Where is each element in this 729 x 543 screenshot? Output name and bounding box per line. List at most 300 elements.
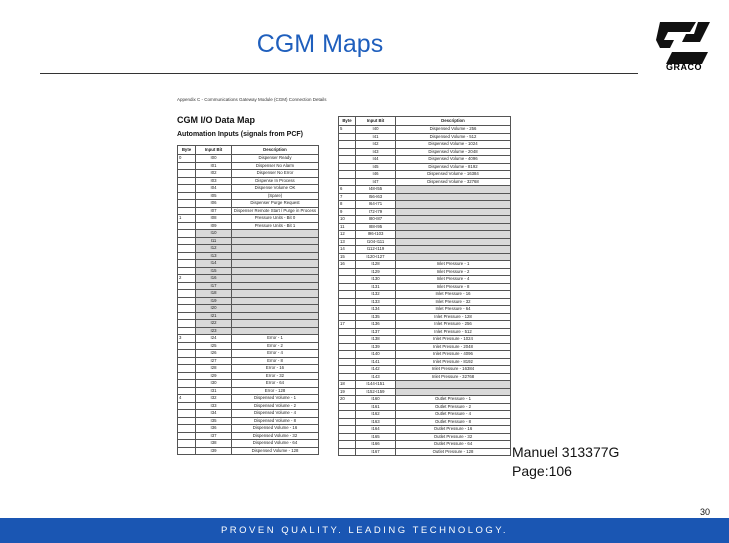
manual-reference [512, 443, 619, 481]
description-cell: Dispensed Volume - 8 [232, 417, 319, 425]
table-row [339, 366, 511, 374]
byte-cell [339, 313, 356, 321]
input-bit-cell: I88-I95 [356, 223, 396, 231]
description-cell [232, 267, 319, 275]
byte-cell [178, 267, 196, 275]
input-bit-cell: I30 [196, 380, 232, 388]
description-cell: Dispensed Volume - 2048 [396, 148, 511, 156]
table-row [339, 381, 511, 389]
input-bit-cell: I07 [196, 207, 232, 215]
table-row [178, 290, 319, 298]
description-cell: Inlet Pressure - 32 [396, 298, 511, 306]
table-row [339, 276, 511, 284]
table-row [339, 328, 511, 336]
byte-cell [178, 357, 196, 365]
table-row [339, 336, 511, 344]
description-cell [396, 208, 511, 216]
description-cell: Dispenser Purge Request [232, 200, 319, 208]
table-row [178, 425, 319, 433]
table-row [339, 298, 511, 306]
table-row [339, 216, 511, 224]
byte-cell [178, 350, 196, 358]
description-cell: Error - 64 [232, 380, 319, 388]
column-header-input-bit: Input Bit [196, 146, 232, 155]
table-row [339, 418, 511, 426]
byte-cell [178, 365, 196, 373]
table-row [178, 410, 319, 418]
input-bit-cell: I31 [196, 387, 232, 395]
input-bit-cell: I64-I71 [356, 201, 396, 209]
input-bit-cell: I23 [196, 327, 232, 335]
byte-cell [178, 327, 196, 335]
description-cell [396, 193, 511, 201]
description-cell: Inlet Pressure - 4 [396, 276, 511, 284]
byte-cell [178, 410, 196, 418]
column-header-description: Description [232, 146, 319, 155]
byte-cell [178, 417, 196, 425]
byte-cell: 2 [178, 275, 196, 283]
input-bit-cell: I03 [196, 177, 232, 185]
input-bit-cell: I104-I111 [356, 238, 396, 246]
table-row [178, 162, 319, 170]
table-row [339, 306, 511, 314]
byte-cell [178, 297, 196, 305]
input-bit-cell: I32 [196, 395, 232, 403]
byte-cell [178, 177, 196, 185]
description-cell [396, 253, 511, 261]
description-cell [232, 275, 319, 283]
input-bit-cell: I131 [356, 283, 396, 291]
description-cell [396, 238, 511, 246]
table-row [339, 231, 511, 239]
input-bit-cell: I143 [356, 373, 396, 381]
description-cell: Dispenser Ready [232, 155, 319, 163]
description-cell: Outlet Pressure - 8 [396, 418, 511, 426]
description-cell: Dispensed Volume - 32768 [396, 178, 511, 186]
byte-cell: 4 [178, 395, 196, 403]
description-cell: Inlet Pressure - 1024 [396, 336, 511, 344]
input-bit-cell: I08 [196, 215, 232, 223]
input-bit-cell: I135 [356, 313, 396, 321]
byte-cell: 1 [178, 215, 196, 223]
table-row [178, 402, 319, 410]
table-row [339, 403, 511, 411]
table-row [178, 432, 319, 440]
input-bit-cell: I09 [196, 222, 232, 230]
description-cell: Error - 1 [232, 335, 319, 343]
table-row [178, 372, 319, 380]
document-subheading: Automation Inputs (signals from PCF) [177, 131, 303, 138]
description-cell: Dispensed Volume - 512 [396, 133, 511, 141]
input-bit-cell: I02 [196, 170, 232, 178]
description-cell: Inlet Pressure - 16 [396, 291, 511, 299]
input-bit-cell: I00 [196, 155, 232, 163]
column-header-byte: Byte [178, 146, 196, 155]
table-row [339, 433, 511, 441]
table-row [178, 267, 319, 275]
input-bit-cell: I138 [356, 336, 396, 344]
document-heading: CGM I/O Data Map [177, 115, 256, 125]
description-cell [232, 282, 319, 290]
input-bit-cell: I128 [356, 261, 396, 269]
table-row [178, 320, 319, 328]
description-cell: Pressure Units - Bit 1 [232, 222, 319, 230]
byte-cell [339, 156, 356, 164]
byte-cell [339, 358, 356, 366]
input-bit-cell: I24 [196, 335, 232, 343]
byte-cell [339, 133, 356, 141]
input-bit-cell: I40 [356, 126, 396, 134]
table-row [178, 342, 319, 350]
description-cell [396, 231, 511, 239]
byte-cell [339, 441, 356, 449]
input-bit-cell: I130 [356, 276, 396, 284]
description-cell: Outlet Pressure - 16 [396, 426, 511, 434]
byte-cell [339, 426, 356, 434]
table-row [178, 200, 319, 208]
table-row [339, 313, 511, 321]
input-bit-cell: I163 [356, 418, 396, 426]
table-row [178, 230, 319, 238]
input-bit-cell: I134 [356, 306, 396, 314]
io-table-right [338, 116, 511, 456]
table-row [339, 171, 511, 179]
byte-cell: 9 [339, 208, 356, 216]
byte-cell: 11 [339, 223, 356, 231]
table-row [178, 357, 319, 365]
byte-cell [339, 306, 356, 314]
description-cell: Inlet Pressure - 32768 [396, 373, 511, 381]
byte-cell [178, 230, 196, 238]
byte-cell [339, 163, 356, 171]
input-bit-cell: I140 [356, 351, 396, 359]
input-bit-cell: I13 [196, 252, 232, 260]
byte-cell: 8 [339, 201, 356, 209]
byte-cell [339, 328, 356, 336]
table-row [178, 215, 319, 223]
input-bit-cell: I142 [356, 366, 396, 374]
column-header-input-bit: Input Bit [356, 117, 396, 126]
description-cell: Outlet Pressure - 64 [396, 441, 511, 449]
input-bit-cell: I36 [196, 425, 232, 433]
byte-cell: 5 [339, 126, 356, 134]
byte-cell [178, 425, 196, 433]
byte-cell [339, 418, 356, 426]
byte-cell [178, 402, 196, 410]
input-bit-cell: I112-I119 [356, 246, 396, 254]
description-cell: Inlet Pressure - 4096 [396, 351, 511, 359]
byte-cell: 14 [339, 246, 356, 254]
byte-cell [339, 351, 356, 359]
input-bit-cell: I139 [356, 343, 396, 351]
byte-cell: 16 [339, 261, 356, 269]
table-row [339, 343, 511, 351]
byte-cell: 7 [339, 193, 356, 201]
table-row [339, 201, 511, 209]
description-cell: Dispensed Volume - 2 [232, 402, 319, 410]
table-row [178, 297, 319, 305]
table-row [178, 305, 319, 313]
input-bit-cell: I28 [196, 365, 232, 373]
input-bit-cell: I46 [356, 171, 396, 179]
table-row [339, 411, 511, 419]
description-cell: Error - 128 [232, 387, 319, 395]
input-bit-cell: I20 [196, 305, 232, 313]
byte-cell [178, 260, 196, 268]
table-row [178, 380, 319, 388]
description-cell [232, 260, 319, 268]
description-cell [232, 297, 319, 305]
byte-cell [339, 343, 356, 351]
byte-cell [178, 342, 196, 350]
input-bit-cell: I96-I103 [356, 231, 396, 239]
description-cell [396, 223, 511, 231]
description-cell: Dispensed Volume - 4096 [396, 156, 511, 164]
description-cell: Dispensed Volume - 128 [232, 447, 319, 455]
table-row [339, 148, 511, 156]
description-cell: Outlet Pressure - 128 [396, 448, 511, 456]
input-bit-cell: I152-I159 [356, 388, 396, 396]
input-bit-cell: I15 [196, 267, 232, 275]
description-cell: Inlet Pressure - 2048 [396, 343, 511, 351]
description-cell: Inlet Pressure - 16384 [396, 366, 511, 374]
byte-cell [178, 245, 196, 253]
input-bit-cell: I44 [356, 156, 396, 164]
byte-cell [339, 366, 356, 374]
byte-cell [339, 283, 356, 291]
table-row [339, 283, 511, 291]
table-row [178, 387, 319, 395]
byte-cell [339, 178, 356, 186]
byte-cell [178, 252, 196, 260]
description-cell: Inlet Pressure - 64 [396, 306, 511, 314]
table-row [178, 312, 319, 320]
byte-cell [178, 440, 196, 448]
table-row [178, 170, 319, 178]
description-cell [396, 246, 511, 254]
byte-cell: 6 [339, 186, 356, 194]
byte-cell [339, 336, 356, 344]
byte-cell [339, 276, 356, 284]
byte-cell: 15 [339, 253, 356, 261]
input-bit-cell: I38 [196, 440, 232, 448]
description-cell [232, 290, 319, 298]
byte-cell [339, 298, 356, 306]
input-bit-cell: I35 [196, 417, 232, 425]
byte-cell [339, 411, 356, 419]
input-bit-cell: I45 [356, 163, 396, 171]
byte-cell [178, 387, 196, 395]
input-bit-cell: I72-I79 [356, 208, 396, 216]
table-row [178, 185, 319, 193]
byte-cell [178, 282, 196, 290]
table-row [339, 133, 511, 141]
byte-cell [339, 448, 356, 456]
byte-cell [178, 170, 196, 178]
input-bit-cell: I80-I87 [356, 216, 396, 224]
description-cell: Error - 8 [232, 357, 319, 365]
description-cell: Dispensed Volume - 1024 [396, 141, 511, 149]
byte-cell: 3 [178, 335, 196, 343]
byte-cell [178, 200, 196, 208]
description-cell [232, 237, 319, 245]
input-bit-cell: I39 [196, 447, 232, 455]
table-row [178, 447, 319, 455]
byte-cell [178, 312, 196, 320]
table-row [178, 335, 319, 343]
description-cell [232, 327, 319, 335]
input-bit-cell: I16 [196, 275, 232, 283]
table-row [178, 237, 319, 245]
description-cell: Dispenser No Error [232, 170, 319, 178]
table-row [339, 186, 511, 194]
description-cell [396, 186, 511, 194]
table-row [178, 222, 319, 230]
description-cell: Inlet Pressure - 2 [396, 268, 511, 276]
manual-number: Manuel 313377G [512, 444, 620, 460]
byte-cell: 17 [339, 321, 356, 329]
byte-cell: 12 [339, 231, 356, 239]
description-cell: Dispensed Volume - 32 [232, 432, 319, 440]
byte-cell [178, 290, 196, 298]
description-cell: Dispense In Process [232, 177, 319, 185]
table-row [339, 156, 511, 164]
input-bit-cell: I06 [196, 200, 232, 208]
description-cell: Dispensed Volume - 256 [396, 126, 511, 134]
byte-cell [339, 291, 356, 299]
input-bit-cell: I27 [196, 357, 232, 365]
byte-cell [339, 148, 356, 156]
table-row [178, 395, 319, 403]
input-bit-cell: I47 [356, 178, 396, 186]
appendix-caption: Appendix C - Communications Gateway Module (CGM) Connection Details [177, 97, 327, 102]
input-bit-cell: I41 [356, 133, 396, 141]
table-row [178, 365, 319, 373]
description-cell [396, 201, 511, 209]
byte-cell [178, 185, 196, 193]
input-bit-cell: I26 [196, 350, 232, 358]
table-row [339, 223, 511, 231]
table-row [339, 163, 511, 171]
table-row [178, 282, 319, 290]
input-bit-cell: I05 [196, 192, 232, 200]
input-bit-cell: I01 [196, 162, 232, 170]
footer-tagline: PROVEN QUALITY. LEADING TECHNOLOGY. [220, 525, 509, 536]
table-row [178, 440, 319, 448]
table-row [339, 351, 511, 359]
description-cell: Outlet Pressure - 1 [396, 396, 511, 404]
input-bit-cell: I12 [196, 245, 232, 253]
table-row [339, 396, 511, 404]
byte-cell: 19 [339, 388, 356, 396]
byte-cell: 13 [339, 238, 356, 246]
description-cell: Dispense Volume OK [232, 185, 319, 193]
description-cell [396, 388, 511, 396]
description-cell: Outlet Pressure - 32 [396, 433, 511, 441]
input-bit-cell: I10 [196, 230, 232, 238]
description-cell: Inlet Pressure - 512 [396, 328, 511, 336]
description-cell [396, 381, 511, 389]
table-row [339, 253, 511, 261]
title-divider [40, 73, 638, 74]
input-bit-cell: I141 [356, 358, 396, 366]
description-cell: Pressure Units - Bit 0 [232, 215, 319, 223]
input-bit-cell: I11 [196, 237, 232, 245]
table-row [339, 441, 511, 449]
input-bit-cell: I165 [356, 433, 396, 441]
table-row [339, 208, 511, 216]
input-bit-cell: I161 [356, 403, 396, 411]
table-row [339, 373, 511, 381]
byte-cell [339, 433, 356, 441]
input-bit-cell: I129 [356, 268, 396, 276]
description-cell: Inlet Pressure - 8192 [396, 358, 511, 366]
io-table-left [177, 145, 319, 455]
description-cell [232, 320, 319, 328]
input-bit-cell: I19 [196, 297, 232, 305]
description-cell [232, 245, 319, 253]
description-cell: Dispenser No Alarm [232, 162, 319, 170]
table-row [339, 246, 511, 254]
byte-cell [339, 373, 356, 381]
byte-cell [178, 432, 196, 440]
table-row [339, 126, 511, 134]
description-cell: Dispensed Volume - 8192 [396, 163, 511, 171]
input-bit-cell: I34 [196, 410, 232, 418]
description-cell [232, 305, 319, 313]
input-bit-cell: I25 [196, 342, 232, 350]
description-cell: Error - 2 [232, 342, 319, 350]
table-row [178, 207, 319, 215]
table-row [339, 321, 511, 329]
byte-cell: 10 [339, 216, 356, 224]
description-cell: Error - 16 [232, 365, 319, 373]
input-bit-cell: I136 [356, 321, 396, 329]
table-row [339, 238, 511, 246]
table-row [178, 260, 319, 268]
description-cell: Dispensed Volume - 16384 [396, 171, 511, 179]
description-cell [396, 216, 511, 224]
description-cell: Dispensed Volume - 64 [232, 440, 319, 448]
manual-page: Page:106 [512, 463, 572, 479]
table-row [178, 417, 319, 425]
description-cell [232, 230, 319, 238]
table-row [339, 268, 511, 276]
input-bit-cell: I164 [356, 426, 396, 434]
input-bit-cell: I137 [356, 328, 396, 336]
table-row [178, 252, 319, 260]
input-bit-cell: I37 [196, 432, 232, 440]
input-bit-cell: I132 [356, 291, 396, 299]
description-cell: Inlet Pressure - 8 [396, 283, 511, 291]
table-row [178, 245, 319, 253]
table-row [178, 327, 319, 335]
table-row [178, 275, 319, 283]
byte-cell: 20 [339, 396, 356, 404]
input-bit-cell: I43 [356, 148, 396, 156]
input-bit-cell: I162 [356, 411, 396, 419]
description-cell: Outlet Pressure - 2 [396, 403, 511, 411]
byte-cell [178, 447, 196, 455]
description-cell: Inlet Pressure - 1 [396, 261, 511, 269]
byte-cell: 18 [339, 381, 356, 389]
description-cell: Inlet Pressure - 256 [396, 321, 511, 329]
table-row [339, 426, 511, 434]
slide-title: CGM Maps [256, 30, 384, 58]
byte-cell [339, 141, 356, 149]
logo-wordmark: GRACO [666, 62, 702, 72]
input-bit-cell: I48-I55 [356, 186, 396, 194]
